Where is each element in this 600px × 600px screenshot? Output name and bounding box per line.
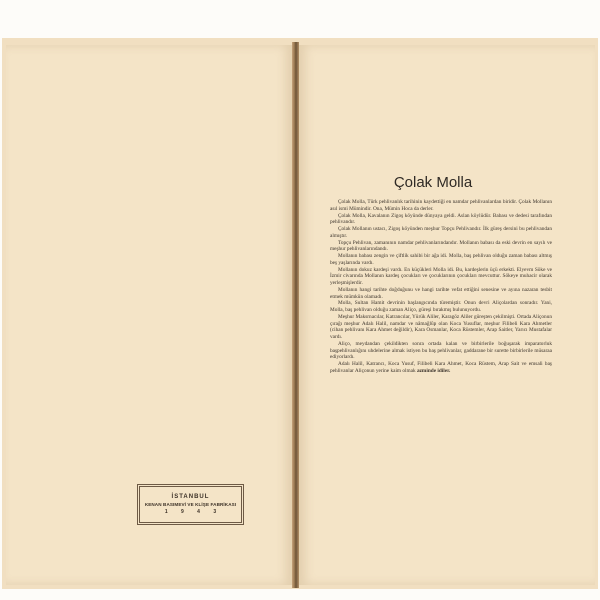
paragraph: Çolak Molla, Kavalanın Zigoş köyünde dünyaya geldi. Aslan köylüdür. Babası ve dedesi tarafından pehlivandır. (330, 212, 552, 226)
closing-emphasis: azminde idiler. (416, 367, 451, 374)
page-title: Çolak Molla (393, 174, 473, 191)
paragraph: Aliço, meydandan çekildikten sonra ortada kalan ve birbirlerile boğuşarak imparatorluk başpehlivanlığını uhdelerine almak istiyen bu baş pehlivanlar, gaddarane bir surette birbirlerile müsaraa ediyorlardı. (330, 340, 552, 361)
closing-paragraph (330, 361, 552, 375)
imprint-year: 1 9 4 3 (164, 509, 223, 516)
paragraph: Çolak Molla, Türk pehlivanlık tarihinin kaydettiği en namdar pehlivanlardan biridir. Çolak Mollanın asıl ismi Mümindir. Ona, Mümin Hoca da derler. (330, 199, 552, 212)
paragraph: Topçu Pehlivan, zamanının namdar pehlivanlarındandır. Mollanın babası da eski devrin en sayılı ve meşhur pehlivanlarındandı. (330, 239, 552, 253)
paragraph: Mollanın hangi tarihte doğduğunu ve hangi tarihte vefat ettiğini senesine ve ayına nazaran tesbit etmek mümkün olamadı. (330, 286, 552, 300)
closing-text: Adalı Halil, Katrancı, Koca Yusuf, Filibeli Kara Ahmet, Koca Rüstem, Arap Sait ve emsali baş pehlivanlar Aliçonun yerine kaim olmak (330, 361, 552, 374)
imprint-city: İSTANBUL (171, 493, 210, 500)
paragraph: Mollanın babası zengin ve çiftlik sahibi bir ağa idi. Molla, baş pehlivan olduğu zaman babası altmış beş yaşlarında vardı. (330, 253, 552, 266)
printer-imprint-inner (139, 486, 242, 523)
paragraph: Mollanın dokuz kardeşi vardı. En küçükleri Molla idi. Bu, kardeşlerin üçü erkekti. Elyevm Söke ve İzmir civarında Mollanın kardeş çocukları ve çocuklarının çocukları mevcuttur. Sökeye muhacir olarak yerleşmişlerdir. (330, 266, 552, 286)
paragraph: Meşhur Maksrnacılar, Katrancılar, Yürük Aliler, Karagöz Aliler güreşten çekilmişti. Ortada Aliçonun çırağı meşhur Adalı Halil, namdar ve nâmağlûp olan Koca Yusuflar, meşhur Filibeli Kara Ahmetler (cihan pehlivanı Kara Ahmet değildir), Kara Osmanlar, Koca Rüstemler, Arap Saitler, Yarıcı Mustafalar vardı. (330, 313, 552, 340)
body-text (330, 199, 552, 375)
book-gutter (292, 42, 299, 588)
paragraph: Çolak Mollanın ustacı, Zigoş köyünden meşhur Topçu Pehlivandır. İlk güreş dersini bu pehlivandan almıştır. (330, 226, 552, 239)
printer-imprint-box (137, 484, 244, 525)
imprint-press: KENAN BASIMEVİ VE KLİŞE FABRİKASI (144, 501, 237, 507)
paragraph: Molla, Sultan Hamit devrinin başlangıcında türemiştir. Onun devri Aliçolardan sonradır. Yani, Molla, baş pehlivan olduğu zaman Aliço, güreşi bırakmış bulunuyordu. (330, 300, 552, 313)
